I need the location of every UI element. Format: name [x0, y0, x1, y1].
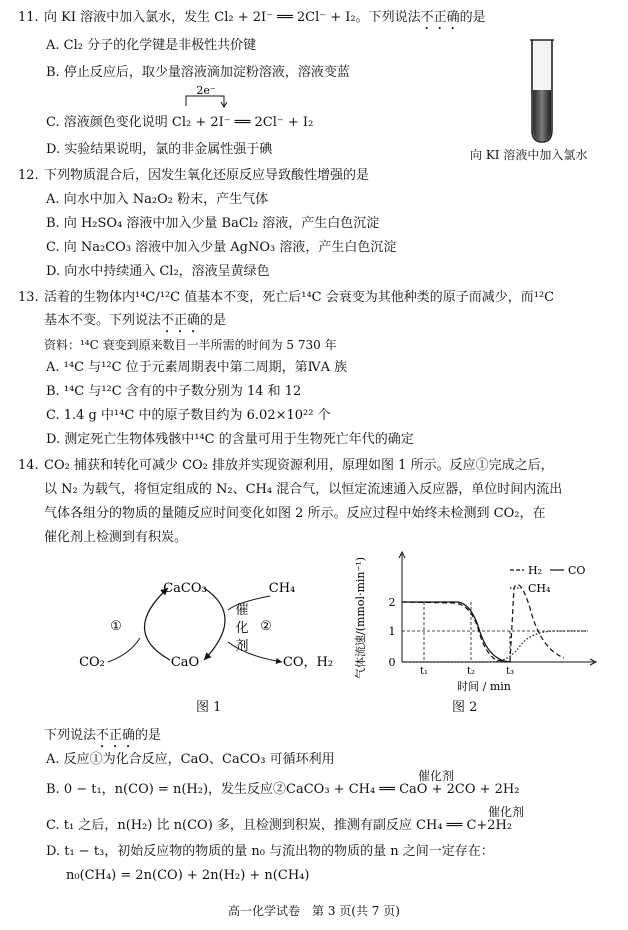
fig1-caption: 图 1 [196, 700, 222, 715]
fig2-series-co [402, 602, 510, 662]
fig2-xtick-t3: t₃ [505, 666, 515, 677]
q14-b-catalyst-label: 催化剂 [418, 769, 455, 783]
fig1-catalyst-2: 化 [235, 621, 249, 636]
fig1-catalyst-1: 催 [235, 603, 249, 618]
fig1-co2-arrow [108, 638, 140, 662]
fig2-ytick-1: 1 [388, 625, 396, 638]
fig2-xtick-t1: t₁ [419, 666, 429, 677]
fig1-ch4: CH₄ [268, 581, 296, 596]
fig2-xlabel: 时间 / min [457, 680, 511, 693]
fig2-legend-ch4: CH₄ [528, 582, 551, 595]
q14-ask-emph: 不正确 [96, 728, 136, 743]
fig1-step2: ② [260, 619, 272, 634]
fig2-xtick-t2: t₂ [466, 666, 476, 677]
fig2-ylabel: 气体流速/(mmol·min⁻¹) [354, 556, 367, 680]
fig2-series-ch4 [402, 631, 588, 662]
fig2-series-h2-late [510, 585, 564, 662]
q13-number: 13. [18, 290, 39, 305]
fig1-arc-left [144, 588, 170, 660]
q14-c-catalyst-label: 催化剂 [488, 805, 525, 819]
q11-stem: 向 KI 溶液中加入氯水，发生 Cl₂ + 2I⁻ ══ 2Cl⁻ + I₂。下列说法 [44, 10, 421, 25]
q11-stem-end: 的是 [459, 10, 486, 25]
q11-number: 11. [18, 10, 39, 25]
fig1-ch4-arrow [228, 596, 270, 610]
q13-stem-emph: 不正确 [161, 313, 201, 328]
electron-transfer-arrow [180, 86, 240, 108]
test-tube-caption: 向 KI 溶液中加入氯水 [470, 148, 588, 162]
q12-number: 12. [18, 168, 39, 183]
fig2-ytick-2: 2 [388, 596, 396, 609]
fig1-arc-right [204, 588, 225, 660]
figure-1-cycle [70, 566, 350, 684]
fig1-co2: CO₂ [79, 655, 105, 670]
fig2-series-h2 [402, 602, 510, 662]
fig2-ytick-0: 0 [388, 656, 396, 669]
q13-stem1: 活着的生物体内¹⁴C/¹²C 值基本不变，死亡后¹⁴C 会衰变为其他种类的原子而减少，而¹²C [44, 290, 555, 305]
q14-number: 14. [18, 458, 39, 473]
fig1-catalyst-3: 剂 [235, 639, 249, 654]
q12-stem: 下列物质混合后，因发生氧化还原反应导致酸性增强的是 [44, 168, 370, 183]
fig1-step1: ① [110, 619, 122, 634]
test-tube-image [524, 38, 560, 146]
fig1-products: CO，H₂ [282, 655, 334, 670]
fig1-caco3: CaCO₃ [163, 581, 207, 596]
q11-stem-emph: 不正确 [420, 10, 460, 25]
page-footer: 高一化学试卷 第 3 页(共 7 页) [228, 904, 400, 918]
fig2-caption: 图 2 [452, 700, 478, 715]
figure-2-chart [354, 548, 614, 698]
fig2-legend-h2: H₂ [528, 564, 543, 577]
fig1-cao: CaO [170, 655, 200, 670]
fig2-legend-co: CO [568, 564, 586, 577]
electron-label: 2e⁻ [196, 86, 216, 97]
